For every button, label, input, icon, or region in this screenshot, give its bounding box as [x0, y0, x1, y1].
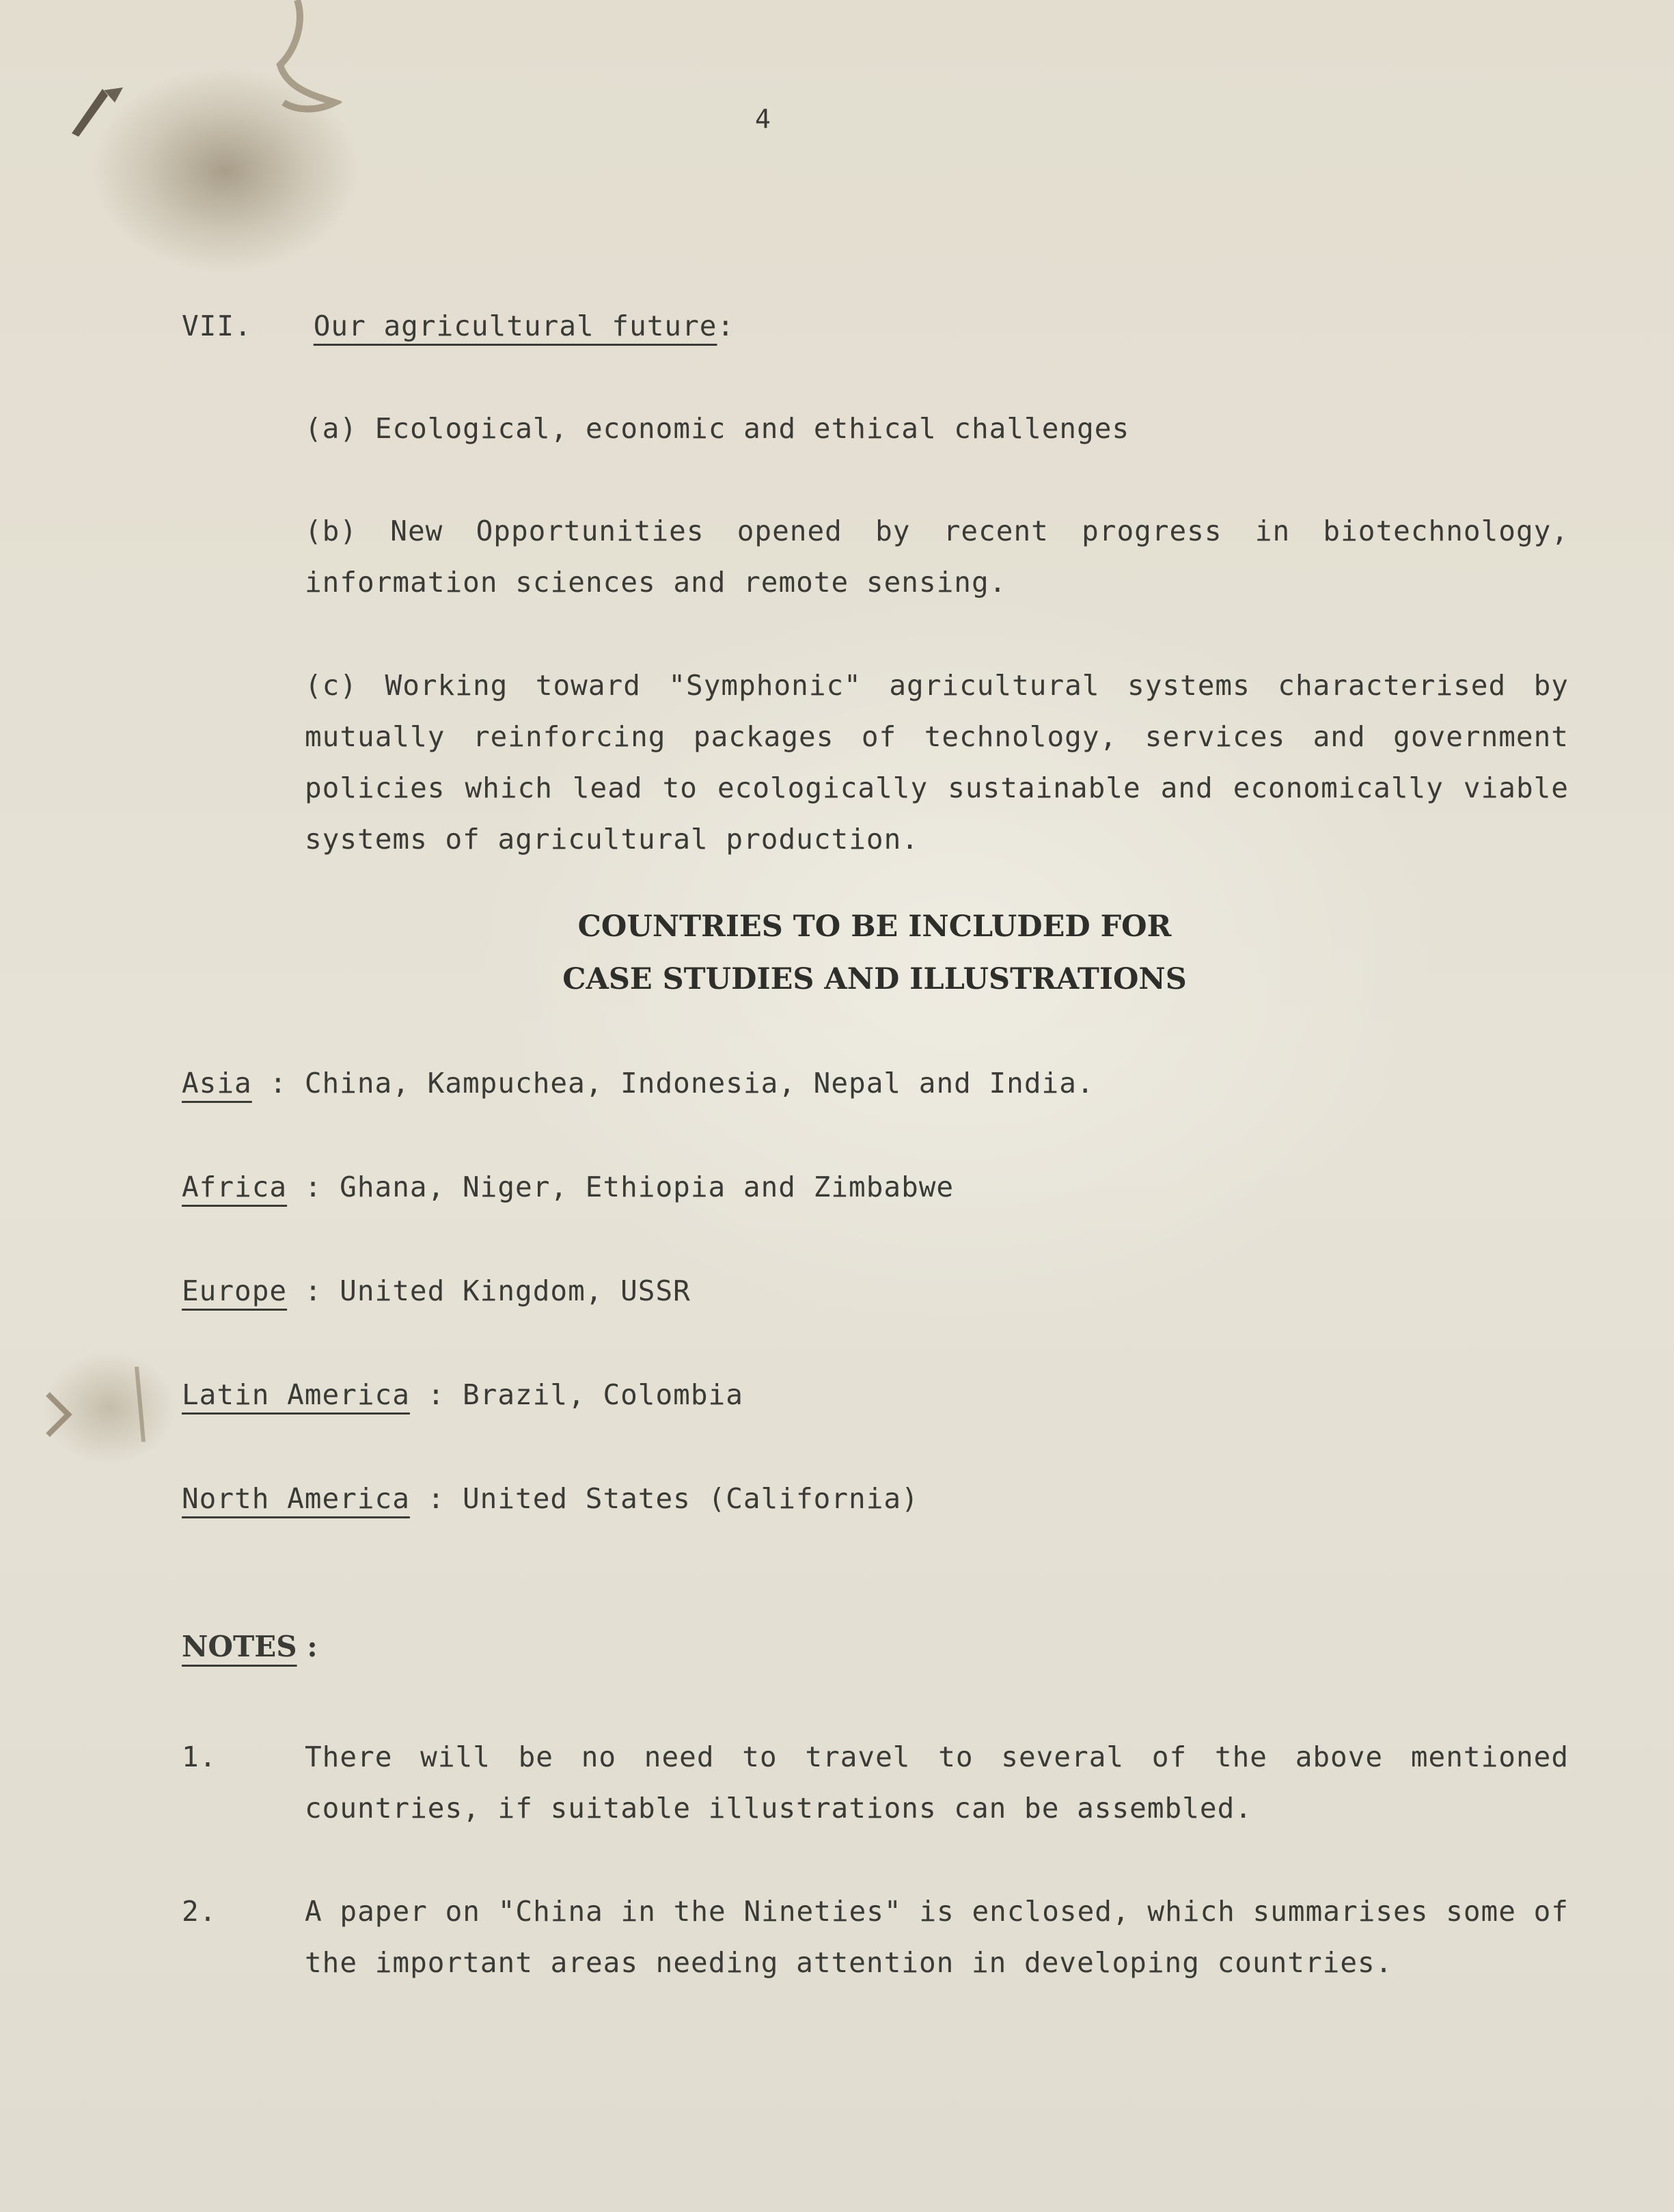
region-countries: United States (California) [462, 1482, 919, 1515]
region-countries: China, Kampuchea, Indonesia, Nepal and India. [304, 1067, 1095, 1100]
note-number-2: 2. [182, 1895, 217, 1928]
notes-heading-label: NOTES [182, 1630, 297, 1663]
notes-heading-colon: : [307, 1630, 318, 1663]
notes-heading [182, 1630, 318, 1663]
page-number: 4 [755, 104, 771, 134]
section-title: Our agricultural future [313, 310, 717, 342]
region-row-latin-america [182, 1369, 743, 1420]
note-text-2: A paper on "China in the Nineties" is enclosed, which summarises some of the important areas needing attention in developing countries. [305, 1895, 1569, 1979]
region-separator: : [269, 1067, 288, 1100]
section-item-b: (b) New Opportunities opened by recent progress in biotechnology, information sciences and remote sensing. [305, 515, 1569, 599]
region-separator: : [304, 1171, 323, 1203]
section-title-colon: : [717, 310, 735, 342]
region-countries: United Kingdom, USSR [340, 1274, 691, 1307]
section-heading [182, 301, 735, 351]
section-item-a: (a) Ecological, economic and ethical challenges [305, 412, 1130, 445]
region-name: Europe [182, 1274, 288, 1307]
section-number: VII. [182, 310, 252, 342]
region-row-north-america [182, 1473, 919, 1524]
region-name: Asia [182, 1067, 252, 1100]
region-row-africa [182, 1162, 954, 1212]
region-row-asia [182, 1058, 1095, 1108]
region-name: North America [182, 1482, 410, 1515]
region-countries: Brazil, Colombia [462, 1378, 743, 1411]
region-separator: : [427, 1482, 445, 1515]
region-separator: : [304, 1274, 323, 1307]
countries-heading-line1: COUNTRIES TO BE INCLUDED FOR [577, 910, 1172, 944]
region-separator: : [427, 1378, 445, 1411]
region-countries: Ghana, Niger, Ethiopia and Zimbabwe [340, 1171, 955, 1203]
region-name: Latin America [182, 1378, 410, 1411]
countries-heading-line2: CASE STUDIES AND ILLUSTRATIONS [562, 962, 1187, 996]
stain-mark-left-margin [27, 1339, 164, 1476]
section-item-c: (c) Working toward "Symphonic" agricultural systems characterised by mutually reinforcing packages of technology, services and government policies which lead to ecologically sustainable and economically viable systems of agricultural production. [305, 669, 1569, 856]
region-name: Africa [182, 1171, 288, 1203]
note-text-1: There will be no need to travel to several of the above mentioned countries, if suitable illustrations can be assembled. [305, 1740, 1569, 1825]
region-row-europe [182, 1266, 691, 1316]
stain-mark-top-left [27, 0, 342, 178]
note-number-1: 1. [182, 1740, 217, 1773]
